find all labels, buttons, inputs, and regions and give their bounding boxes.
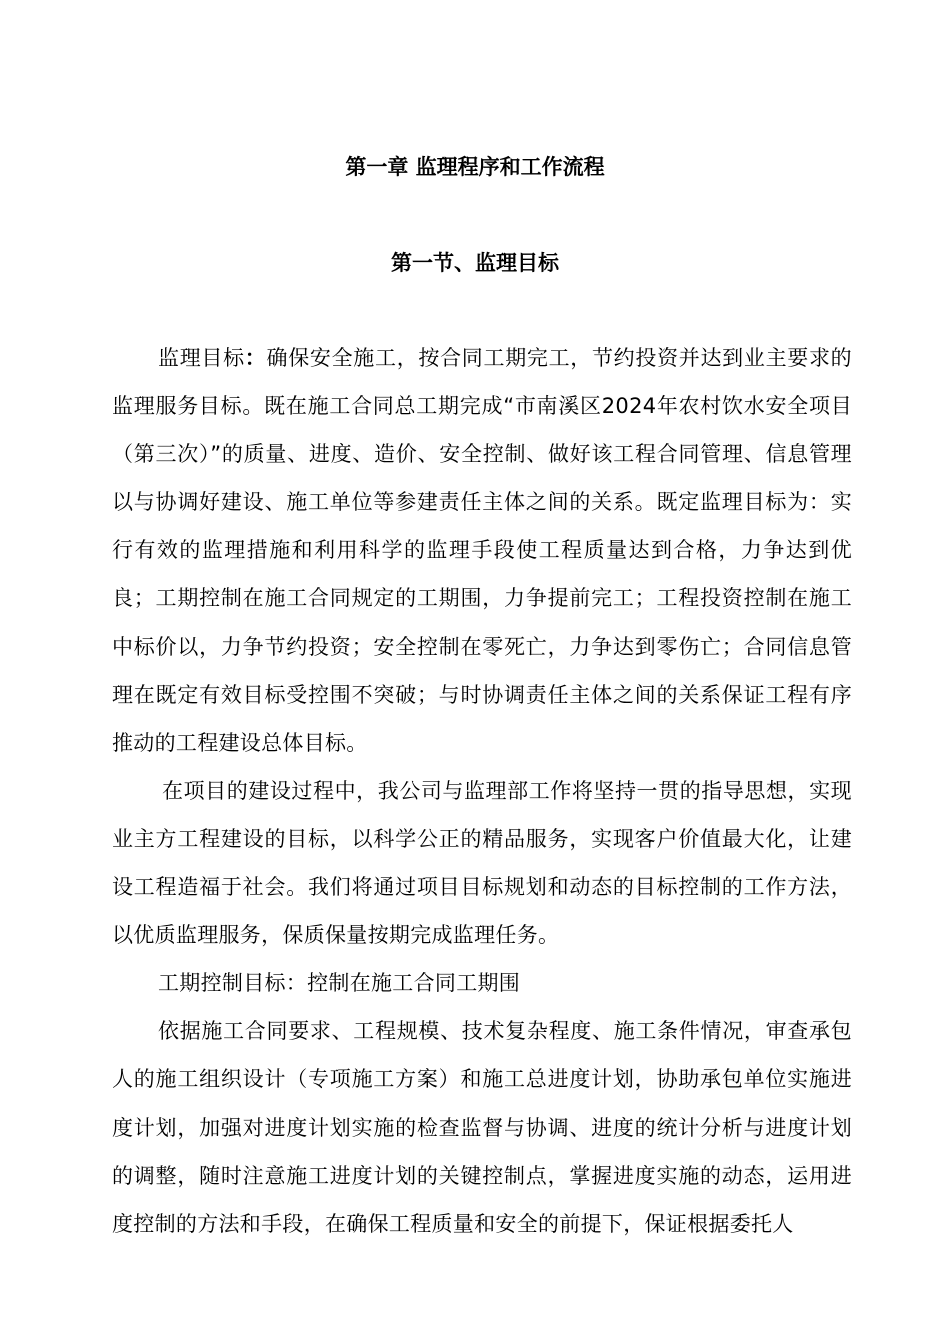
paragraph-label: 监理目标 [158,346,245,370]
section-title: 第一节、监理目标 [391,251,559,275]
paragraph-supervision-goal [112,334,852,767]
paragraph-schedule-basis: 依据施工合同要求、工程规模、技术复杂程度、施工条件情况，审查承包人的施工组织设计（专项施工方案）和施工总进度计划，协助承包单位实施进度计划，加强对进度计划实施的检查监督与协调、进度的统计分析与进度计划的调整，随时注意施工进度计划的关键控制点，掌握进度实施的动态，运用进度控制的方法和手段，在确保工程质量和安全的前提下，保证根据委托人 [112,1019,852,1236]
paragraph-project-process: 在项目的建设过程中，我公司与监理部工作将坚持一贯的指导思想，实现业主方工程建设的目标，以科学公正的精品服务，实现客户价值最大化，让建设工程造福于社会。我们将通过项目目标规划和动态的目标控制的工作方法，以优质监理服务，保质保量按期完成监理任务。 [112,778,852,948]
paragraph-label-colon: ： [244,346,267,370]
chapter-title: 第一章 监理程序和工作流程 [345,155,605,179]
body-text [112,334,852,1248]
paragraph-text: 确保安全施工，按合同工期完工，节约投资并达到业主要求的监理服务目标。既在施工合同总工期完成“市南溪区2024年农村饮水安全项目（第三次）”的质量、进度、造价、安全控制、做好该工程合同管理、信息管理以与协调好建设、施工单位等参建责任主体之间的关系。既定监理目标为：实行有效的监理措施和利用科学的监理手段使工程质量达到合格，力争达到优良；工期控制在施工合同规定的工期围，力争提前完工；工程投资控制在施工中标价以，力争节约投资；安全控制在零死亡，力争达到零伤亡；合同信息管理在既定有效目标受控围不突破；与时协调责任主体之间的关系保证工程有序推动的工程建设总体目标。 [112,346,852,755]
paragraph-schedule-goal: 工期控制目标：控制在施工合同工期围 [158,971,521,996]
